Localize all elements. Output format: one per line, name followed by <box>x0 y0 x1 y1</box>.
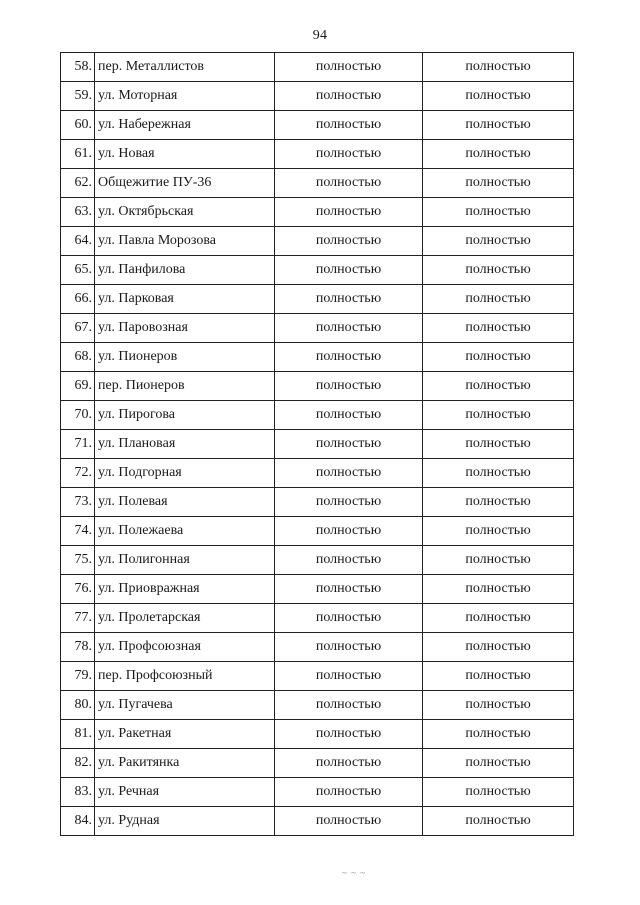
status-cell-1: полностью <box>275 691 423 720</box>
status-cell-1: полностью <box>275 343 423 372</box>
table-row <box>61 198 574 227</box>
street-name-cell: пер. Металлистов <box>95 53 275 82</box>
table-row <box>61 372 574 401</box>
status-cell-1: полностью <box>275 401 423 430</box>
row-number-cell: 67. <box>61 314 95 343</box>
status-cell-2: полностью <box>423 604 574 633</box>
status-cell-1: полностью <box>275 53 423 82</box>
status-cell-1: полностью <box>275 285 423 314</box>
status-cell-2: полностью <box>423 488 574 517</box>
row-number-cell: 78. <box>61 633 95 662</box>
status-cell-1: полностью <box>275 778 423 807</box>
street-name-cell: ул. Пионеров <box>95 343 275 372</box>
row-number-cell: 73. <box>61 488 95 517</box>
table-row <box>61 807 574 836</box>
status-cell-2: полностью <box>423 343 574 372</box>
street-name-cell: ул. Панфилова <box>95 256 275 285</box>
status-cell-1: полностью <box>275 372 423 401</box>
status-cell-1: полностью <box>275 633 423 662</box>
status-cell-1: полностью <box>275 720 423 749</box>
status-cell-2: полностью <box>423 691 574 720</box>
status-cell-1: полностью <box>275 604 423 633</box>
page-number: 94 <box>312 28 328 43</box>
street-name-cell: ул. Моторная <box>95 82 275 111</box>
row-number-cell: 75. <box>61 546 95 575</box>
status-cell-2: полностью <box>423 633 574 662</box>
streets-table <box>60 52 574 836</box>
table-row <box>61 459 574 488</box>
street-name-cell: ул. Ракитянка <box>95 749 275 778</box>
table-row <box>61 343 574 372</box>
status-cell-2: полностью <box>423 169 574 198</box>
table-row <box>61 256 574 285</box>
table-row <box>61 633 574 662</box>
status-cell-1: полностью <box>275 546 423 575</box>
status-cell-2: полностью <box>423 314 574 343</box>
status-cell-2: полностью <box>423 807 574 836</box>
street-name-cell: ул. Новая <box>95 140 275 169</box>
table-row <box>61 662 574 691</box>
status-cell-1: полностью <box>275 314 423 343</box>
status-cell-1: полностью <box>275 662 423 691</box>
table-row <box>61 430 574 459</box>
status-cell-1: полностью <box>275 169 423 198</box>
row-number-cell: 82. <box>61 749 95 778</box>
table-row <box>61 401 574 430</box>
row-number-cell: 59. <box>61 82 95 111</box>
status-cell-2: полностью <box>423 459 574 488</box>
table-row <box>61 604 574 633</box>
status-cell-2: полностью <box>423 227 574 256</box>
status-cell-2: полностью <box>423 53 574 82</box>
row-number-cell: 76. <box>61 575 95 604</box>
table-row <box>61 140 574 169</box>
row-number-cell: 63. <box>61 198 95 227</box>
street-name-cell: пер. Пионеров <box>95 372 275 401</box>
status-cell-1: полностью <box>275 807 423 836</box>
status-cell-1: полностью <box>275 227 423 256</box>
status-cell-2: полностью <box>423 401 574 430</box>
status-cell-1: полностью <box>275 459 423 488</box>
status-cell-1: полностью <box>275 111 423 140</box>
street-name-cell: Общежитие ПУ-36 <box>95 169 275 198</box>
table-row <box>61 720 574 749</box>
row-number-cell: 84. <box>61 807 95 836</box>
row-number-cell: 83. <box>61 778 95 807</box>
status-cell-2: полностью <box>423 372 574 401</box>
street-name-cell: ул. Плановая <box>95 430 275 459</box>
street-name-cell: пер. Профсоюзный <box>95 662 275 691</box>
status-cell-2: полностью <box>423 749 574 778</box>
street-name-cell: ул. Октябрьская <box>95 198 275 227</box>
table-row <box>61 749 574 778</box>
row-number-cell: 81. <box>61 720 95 749</box>
row-number-cell: 71. <box>61 430 95 459</box>
table-row <box>61 488 574 517</box>
street-name-cell: ул. Профсоюзная <box>95 633 275 662</box>
street-name-cell: ул. Павла Морозова <box>95 227 275 256</box>
status-cell-2: полностью <box>423 256 574 285</box>
row-number-cell: 70. <box>61 401 95 430</box>
status-cell-1: полностью <box>275 575 423 604</box>
table-row <box>61 111 574 140</box>
status-cell-2: полностью <box>423 140 574 169</box>
street-name-cell: ул. Полежаева <box>95 517 275 546</box>
row-number-cell: 65. <box>61 256 95 285</box>
table-body <box>61 53 574 836</box>
status-cell-2: полностью <box>423 575 574 604</box>
row-number-cell: 62. <box>61 169 95 198</box>
status-cell-2: полностью <box>423 82 574 111</box>
table-row <box>61 546 574 575</box>
table-row <box>61 169 574 198</box>
table-row <box>61 53 574 82</box>
status-cell-2: полностью <box>423 546 574 575</box>
street-name-cell: ул. Набережная <box>95 111 275 140</box>
status-cell-1: полностью <box>275 140 423 169</box>
street-name-cell: ул. Полевая <box>95 488 275 517</box>
street-name-cell: ул. Пирогова <box>95 401 275 430</box>
status-cell-1: полностью <box>275 430 423 459</box>
status-cell-1: полностью <box>275 198 423 227</box>
status-cell-1: полностью <box>275 82 423 111</box>
status-cell-2: полностью <box>423 720 574 749</box>
row-number-cell: 64. <box>61 227 95 256</box>
street-name-cell: ул. Полигонная <box>95 546 275 575</box>
street-name-cell: ул. Ракетная <box>95 720 275 749</box>
row-number-cell: 72. <box>61 459 95 488</box>
street-name-cell: ул. Речная <box>95 778 275 807</box>
street-name-cell: ул. Пролетарская <box>95 604 275 633</box>
status-cell-2: полностью <box>423 198 574 227</box>
status-cell-2: полностью <box>423 778 574 807</box>
table-row <box>61 82 574 111</box>
row-number-cell: 68. <box>61 343 95 372</box>
table-row <box>61 575 574 604</box>
street-name-cell: ул. Парковая <box>95 285 275 314</box>
row-number-cell: 77. <box>61 604 95 633</box>
street-name-cell: ул. Приовражная <box>95 575 275 604</box>
status-cell-2: полностью <box>423 662 574 691</box>
row-number-cell: 79. <box>61 662 95 691</box>
table-row <box>61 285 574 314</box>
status-cell-2: полностью <box>423 517 574 546</box>
status-cell-2: полностью <box>423 430 574 459</box>
status-cell-1: полностью <box>275 256 423 285</box>
row-number-cell: 69. <box>61 372 95 401</box>
status-cell-1: полностью <box>275 517 423 546</box>
footer-scan-mark: ~ ~ ~ <box>342 868 367 878</box>
table-row <box>61 314 574 343</box>
row-number-cell: 61. <box>61 140 95 169</box>
row-number-cell: 74. <box>61 517 95 546</box>
status-cell-1: полностью <box>275 488 423 517</box>
status-cell-1: полностью <box>275 749 423 778</box>
row-number-cell: 80. <box>61 691 95 720</box>
status-cell-2: полностью <box>423 111 574 140</box>
row-number-cell: 60. <box>61 111 95 140</box>
row-number-cell: 66. <box>61 285 95 314</box>
table-row <box>61 778 574 807</box>
street-name-cell: ул. Паровозная <box>95 314 275 343</box>
street-name-cell: ул. Пугачева <box>95 691 275 720</box>
table-row <box>61 517 574 546</box>
table-row <box>61 227 574 256</box>
table-row <box>61 691 574 720</box>
row-number-cell: 58. <box>61 53 95 82</box>
street-name-cell: ул. Подгорная <box>95 459 275 488</box>
status-cell-2: полностью <box>423 285 574 314</box>
street-name-cell: ул. Рудная <box>95 807 275 836</box>
